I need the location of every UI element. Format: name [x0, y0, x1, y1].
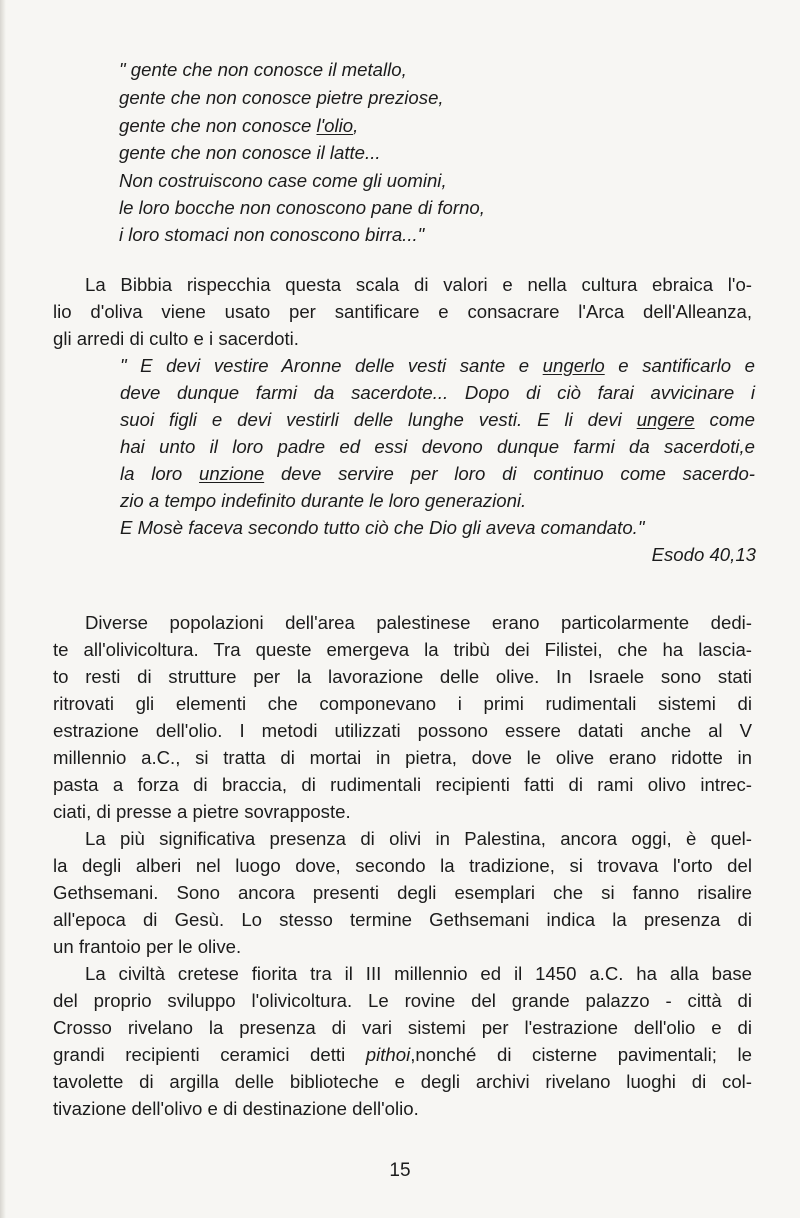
quote-line: zio a tempo indefinito durante le loro generazioni.: [120, 490, 527, 511]
poem-line: Non costruiscono case come gli uomini,: [119, 170, 447, 191]
quote-line: [120, 354, 755, 378]
text-line: La Bibbia rispecchia questa scala di valori e nella cultura ebraica l'o-: [85, 274, 752, 295]
quote-text: suoi figli e devi vestirli delle lunghe vesti. E li devi: [120, 409, 637, 430]
quote-source: Esodo 40,13: [651, 544, 756, 565]
poem-line: i loro stomaci non conoscono birra...": [119, 224, 425, 245]
quote-text: la loro: [120, 463, 200, 484]
text-line: lio d'oliva viene usato per santificare e consacrare l'Arca dell'Alleanza,: [53, 301, 752, 322]
quote-text: come: [694, 409, 755, 430]
text-part: grandi recipienti ceramici detti: [53, 1044, 366, 1065]
poem-text: ,: [353, 115, 359, 136]
poem-line: [119, 114, 358, 138]
text-line: La più significativa presenza di olivi in Palestina, ancora oggi, è quel-: [85, 828, 752, 849]
text-line: la degli alberi nel luogo dove, secondo la tradizione, si trovava l'orto del: [53, 855, 752, 876]
poem-line: gente che non conosce pietre preziose,: [119, 87, 444, 108]
quote-text: e santificarlo e: [604, 355, 755, 376]
text-line: Diverse popolazioni dell'area palestinese erano particolarmente dedi-: [85, 612, 752, 633]
text-line: un frantoio per le olive.: [53, 936, 242, 957]
text-line: del proprio sviluppo l'olivicoltura. Le rovine del grande palazzo - città di: [53, 990, 752, 1011]
quote-line: E Mosè faceva secondo tutto ciò che Dio gli aveva comandato.": [120, 517, 645, 538]
quote-line: [120, 462, 755, 486]
quote-line: hai unto il loro padre ed essi devono dunque farmi da sacerdoti,e: [120, 436, 755, 457]
underlined-word: l'olio: [316, 115, 354, 136]
text-line: Crosso rivelano la presenza di vari sistemi per l'estrazione dell'olio e di: [53, 1017, 752, 1038]
text-line: La civiltà cretese fiorita tra il III millennio ed il 1450 a.C. ha alla base: [85, 963, 752, 984]
text-line: gli arredi di culto e i sacerdoti.: [53, 328, 299, 349]
text-line: Gethsemani. Sono ancora presenti degli esemplari che si fanno risalire: [53, 882, 752, 903]
text-line: millennio a.C., si tratta di mortai in pietra, dove le olive erano ridotte in: [53, 747, 752, 768]
poem-line: " gente che non conosce il metallo,: [119, 59, 407, 80]
text-line: [53, 1043, 752, 1067]
text-line: tavolette di argilla delle biblioteche e degli archivi rivelano luoghi di col-: [53, 1071, 752, 1092]
page-edge-shadow: [0, 0, 6, 1218]
poem-line: le loro bocche non conoscono pane di forno,: [119, 197, 485, 218]
text-line: pasta a forza di braccia, di rudimentali recipienti fatti di rami olivo intrec-: [53, 774, 752, 795]
text-line: ciati, di presse a pietre sovrapposte.: [53, 801, 351, 822]
italic-term: pithoi: [365, 1044, 411, 1065]
text-line: to resti di strutture per la lavorazione delle olive. In Israele sono stati: [53, 666, 752, 687]
page-number: 15: [389, 1160, 411, 1181]
underlined-word: unzione: [199, 463, 265, 484]
text-line: te all'olivicoltura. Tra queste emergeva la tribù dei Filistei, che ha lascia-: [53, 639, 752, 660]
poem-line: gente che non conosce il latte...: [119, 142, 381, 163]
text-line: ritrovati gli elementi che componevano i primi rudimentali sistemi di: [53, 693, 752, 714]
underlined-word: ungere: [636, 409, 695, 430]
quote-text: " E devi vestire Aronne delle vesti sante e: [120, 355, 543, 376]
poem-text: gente che non conosce: [119, 115, 317, 136]
text-line: estrazione dell'olio. I metodi utilizzati possono essere datati anche al V: [53, 720, 752, 741]
text-part: ,nonché di cisterne pavimentali; le: [410, 1044, 752, 1065]
quote-text: deve servire per loro di continuo come sacerdo-: [264, 463, 755, 484]
text-line: all'epoca di Gesù. Lo stesso termine Gethsemani indica la presenza di: [53, 909, 752, 930]
text-line: tivazione dell'olivo e di destinazione dell'olio.: [53, 1098, 419, 1119]
quote-line: deve dunque farmi da sacerdote... Dopo di ciò farai avvicinare i: [120, 382, 755, 403]
underlined-word: ungerlo: [542, 355, 605, 376]
quote-line: [120, 408, 755, 432]
